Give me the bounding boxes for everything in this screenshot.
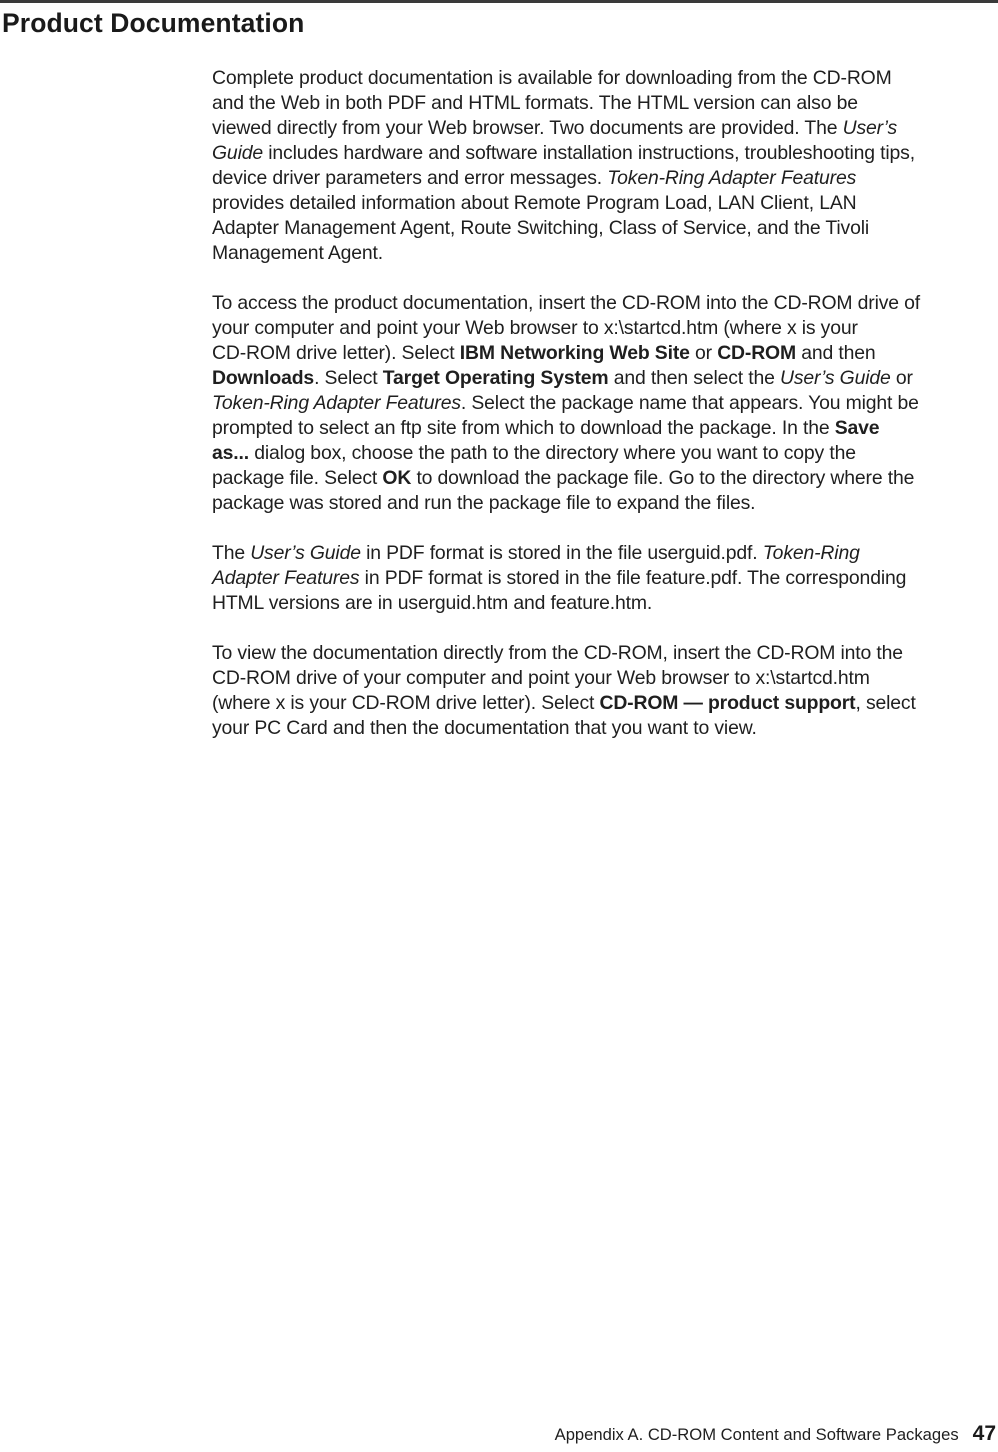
- body-text: [212, 66, 998, 766]
- text-run: device driver parameters and error messages.: [212, 167, 608, 189]
- text-run: CD-ROM drive of your computer and point your Web browser to x:\startcd.htm: [212, 667, 870, 689]
- text-run: in PDF format is stored in the file feature.pdf. The corresponding: [359, 567, 907, 589]
- text-run: Management Agent.: [212, 242, 384, 264]
- text-line: [212, 341, 998, 366]
- text-line: [212, 191, 998, 216]
- italic-doc-title: Token-Ring: [762, 542, 860, 564]
- text-line: [212, 716, 998, 741]
- text-run: provides detailed information about Remote Program Load, LAN Client, LAN: [212, 192, 857, 214]
- text-line: [212, 91, 998, 116]
- text-run: or: [689, 342, 718, 364]
- text-run: package file. Select: [212, 467, 383, 489]
- text-line: [212, 466, 998, 491]
- text-run: and then select the: [608, 367, 781, 389]
- text-run: or: [890, 367, 913, 389]
- text-line: [212, 491, 998, 516]
- text-run: and the Web in both PDF and HTML formats. The HTML version can also be: [212, 92, 858, 114]
- text-run: your PC Card and then the documentation that you want to view.: [212, 717, 757, 739]
- italic-doc-title: Token-Ring Adapter Features: [212, 392, 461, 414]
- text-run: Complete product documentation is available for downloading from the CD-ROM: [212, 67, 892, 89]
- text-run: . Select the package name that appears. You might be: [460, 392, 919, 414]
- text-run: prompted to select an ftp site from which to download the package. In the: [212, 417, 835, 439]
- text-line: [212, 391, 998, 416]
- text-line: [212, 241, 998, 266]
- text-run: CD-ROM drive letter). Select: [212, 342, 460, 364]
- page-title: Product Documentation: [2, 8, 305, 38]
- text-run: , select: [855, 692, 916, 714]
- text-line: [212, 566, 998, 591]
- text-run: viewed directly from your Web browser. Two documents are provided. The: [212, 117, 843, 139]
- text-run: The: [212, 542, 251, 564]
- text-run: in PDF format is stored in the file userguid.pdf.: [360, 542, 763, 564]
- bold-ui-term: as...: [212, 442, 249, 464]
- text-line: [212, 591, 998, 616]
- bold-ui-term: Save: [834, 417, 880, 439]
- text-run: includes hardware and software installation instructions, troubleshooting tips,: [263, 142, 915, 164]
- text-line: [212, 641, 998, 666]
- text-run: your computer and point your Web browser to x:\startcd.htm (where x is your: [212, 317, 858, 339]
- footer-section-title: Appendix A. CD-ROM Content and Software Packages: [554, 1425, 959, 1444]
- top-rule: [0, 0, 998, 3]
- text-run: Adapter Management Agent, Route Switching, Class of Service, and the Tivoli: [212, 217, 870, 239]
- italic-doc-title: User’s Guide: [780, 367, 891, 389]
- paragraph-file-names: [212, 541, 998, 616]
- text-run: . Select: [314, 367, 383, 389]
- text-run: package was stored and run the package file to expand the files.: [212, 492, 756, 514]
- bold-ui-term: OK: [382, 467, 412, 489]
- text-run: To view the documentation directly from the CD-ROM, insert the CD-ROM into the: [212, 642, 903, 664]
- italic-doc-title: Token-Ring Adapter Features: [607, 167, 857, 189]
- italic-doc-title: User’s Guide: [250, 542, 361, 564]
- text-line: [212, 691, 998, 716]
- text-line: [212, 291, 998, 316]
- italic-doc-title: User’s: [842, 117, 898, 139]
- italic-doc-title: Adapter Features: [212, 567, 360, 589]
- text-line: [212, 166, 998, 191]
- bold-ui-term: IBM Networking Web Site: [459, 342, 690, 364]
- text-run: to download the package file. Go to the directory where the: [411, 467, 915, 489]
- text-line: [212, 666, 998, 691]
- text-line: [212, 316, 998, 341]
- text-run: HTML versions are in userguid.htm and feature.htm.: [212, 592, 653, 614]
- text-run: To access the product documentation, insert the CD-ROM into the CD-ROM drive of: [212, 292, 921, 314]
- bold-ui-term: Downloads: [212, 367, 315, 389]
- italic-doc-title: Guide: [212, 142, 263, 164]
- text-line: [212, 116, 998, 141]
- page-number: 47: [972, 1422, 996, 1445]
- paragraph-overview: [212, 66, 998, 266]
- bold-ui-term: Target Operating System: [382, 367, 609, 389]
- text-line: [212, 541, 998, 566]
- text-line: [212, 216, 998, 241]
- text-line: [212, 441, 998, 466]
- text-run: (where x is your CD-ROM drive letter). Select: [212, 692, 600, 714]
- paragraph-view-instructions: [212, 641, 998, 741]
- bold-ui-term: CD-ROM — product support: [599, 692, 856, 714]
- paragraph-access-instructions: [212, 291, 998, 516]
- text-line: [212, 141, 998, 166]
- text-line: [212, 66, 998, 91]
- text-line: [212, 366, 998, 391]
- text-line: [212, 416, 998, 441]
- text-run: dialog box, choose the path to the directory where you want to copy the: [248, 442, 856, 464]
- bold-ui-term: CD-ROM: [717, 342, 796, 364]
- text-run: and then: [796, 342, 876, 364]
